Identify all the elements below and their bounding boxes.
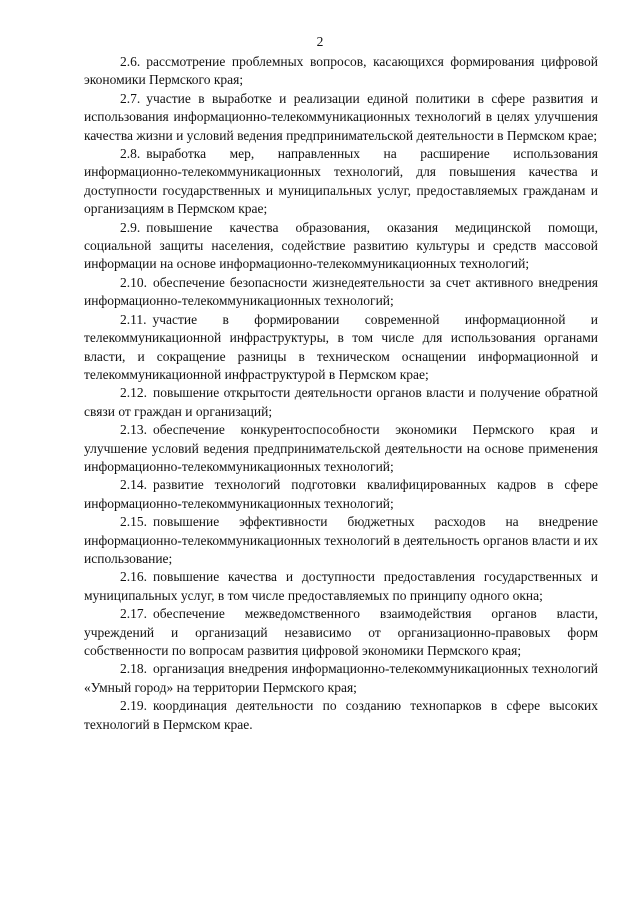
list-item bbox=[84, 513, 598, 568]
list-item bbox=[84, 660, 598, 697]
item-number: 2.7. bbox=[120, 90, 141, 106]
item-text: координация деятельности по созданию технопарков в сфере высоких технологий в Пермском крае. bbox=[84, 698, 598, 732]
item-number: 2.13. bbox=[120, 422, 147, 438]
document-body bbox=[84, 53, 598, 734]
item-number: 2.16. bbox=[120, 569, 147, 585]
item-number: 2.15. bbox=[120, 514, 147, 530]
item-text: повышение качества образования, оказания медицинской помощи, социальной защиты населения, содействие развитию культуры и средств массовой информации на основе информационно-телекоммуникационных технологий; bbox=[84, 219, 598, 272]
list-item bbox=[84, 568, 598, 605]
list-item bbox=[84, 697, 598, 734]
item-number: 2.12. bbox=[120, 385, 147, 401]
item-number: 2.18. bbox=[120, 661, 147, 677]
item-number: 2.8. bbox=[120, 146, 141, 162]
list-item bbox=[84, 219, 598, 274]
item-text: повышение эффективности бюджетных расходов на внедрение информационно-телекоммуникационных технологий в деятельность органов власти и их использование; bbox=[84, 514, 598, 566]
item-text: повышение открытости деятельности органов власти и получение обратной связи от граждан и организаций; bbox=[84, 385, 598, 419]
item-number: 2.17. bbox=[120, 606, 147, 622]
list-item bbox=[84, 90, 598, 145]
item-text: обеспечение межведомственного взаимодействия органов власти, учреждений и организаций независимо от организационно-правовых форм собственности по вопросам развития цифровой экономики Пермского края; bbox=[84, 606, 598, 658]
item-text: рассмотрение проблемных вопросов, касающихся формирования цифровой экономики Пермского края; bbox=[84, 54, 598, 88]
item-text: обеспечение безопасности жизнедеятельности за счет активного внедрения информационно-телекоммуникационных технологий; bbox=[84, 274, 598, 309]
item-text: развитие технологий подготовки квалифицированных кадров в сфере информационно-телекоммуникационных технологий; bbox=[84, 477, 598, 511]
list-item bbox=[84, 53, 598, 90]
list-item bbox=[84, 274, 598, 311]
page-number: 2 bbox=[316, 34, 324, 49]
list-item bbox=[84, 145, 598, 219]
item-text: повышение качества и доступности предоставления государственных и муниципальных услуг, в том числе предоставляемых по принципу одного окна; bbox=[84, 569, 598, 603]
item-text: организация внедрения информационно-телекоммуникационных технологий «Умный город» на территории Пермского края; bbox=[84, 661, 598, 695]
item-number: 2.14. bbox=[120, 477, 147, 493]
item-text: выработка мер, направленных на расширение использования информационно-телекоммуникационных технологий, для повышения качества и доступности государственных и муниципальных услуг, предоставляемых гражданам и организациям в Пермском крае; bbox=[84, 146, 598, 217]
item-number: 2.9. bbox=[120, 219, 141, 235]
item-text: обеспечение конкурентоспособности экономики Пермского края и улучшение условий ведения предпринимательской деятельности на основе применения информационно-телекоммуникационных технологий; bbox=[84, 422, 598, 474]
item-number: 2.6. bbox=[120, 54, 141, 69]
list-item bbox=[84, 421, 598, 476]
item-number: 2.11. bbox=[120, 311, 147, 327]
list-item bbox=[84, 311, 598, 385]
list-item bbox=[84, 476, 598, 513]
item-number: 2.19. bbox=[120, 698, 147, 714]
item-text: участие в формировании современной информационной и телекоммуникационной инфраструктуры, в том числе для использования органами власти, и сокращение разницы в техническом оснащении информационной и телекоммуникационной инфраструктурой в Пермском крае; bbox=[84, 311, 598, 382]
item-text: участие в выработке и реализации единой политики в сфере развития и использования информационно-телекоммуникационных технологий в целях улучшения качества жизни и условий ведения предпринимательской деятельности в Пермском крае; bbox=[84, 90, 598, 143]
list-item bbox=[84, 384, 598, 421]
list-item bbox=[84, 605, 598, 660]
item-number: 2.10. bbox=[120, 274, 147, 290]
